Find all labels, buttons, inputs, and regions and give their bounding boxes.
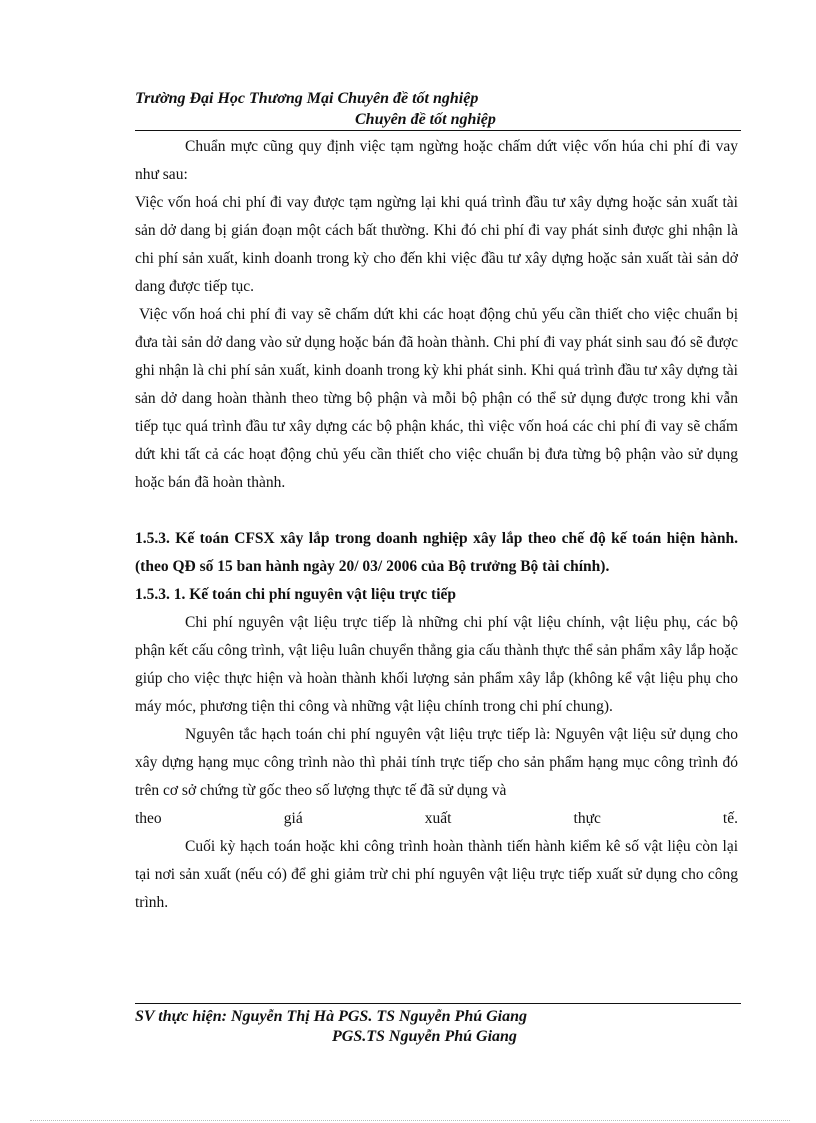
paragraph-6: Cuối kỳ hạch toán hoặc khi công trình hoàn thành tiến hành kiểm kê số vật liệu còn lại tại nơi sản xuất (nếu có) để ghi giảm trừ chi phí nguyên vật liệu trực tiếp xuất sử dụng cho công trình. <box>135 838 738 911</box>
document-body <box>135 133 738 917</box>
page-edge-dotted-line <box>30 1120 790 1121</box>
paragraph-2: Việc vốn hoá chi phí đi vay được tạm ngừng lại khi quá trình đầu tư xây dựng hoặc sản xuất tài sản dở dang bị gián đoạn một cách bất thường. Khi đó chi phí đi vay phát sinh được ghi nhận là chi phí sản xuất, kinh doanh trong kỳ cho đến khi việc đầu tư xây dựng hoặc sản xuất tài sản dở dang được tiếp tục. <box>135 194 738 295</box>
footer-line-2: PGS.TS Nguyễn Phú Giang <box>332 1028 517 1045</box>
footer-rule <box>135 1003 741 1004</box>
header-rule <box>135 130 741 131</box>
paragraph-5: Nguyên tắc hạch toán chi phí nguyên vật liệu trực tiếp là: Nguyên vật liệu sử dụng cho xây dựng hạng mục công trình nào thì phải tính trực tiếp cho sản phẩm hạng mục công trình đó trên cơ sở chứng từ gốc theo số lượng thực tế đã sử dụng và <box>135 726 738 799</box>
spacer <box>135 497 738 525</box>
header-line-1: Trường Đại Học Thương Mại Chuyên đề tốt nghiệp <box>135 90 479 107</box>
paragraph-1: Chuẩn mực cũng quy định việc tạm ngừng hoặc chấm dứt việc vốn húa chi phí đi vay như sau: <box>135 138 738 183</box>
header-line-2: Chuyên đề tốt nghiệp <box>355 111 496 128</box>
paragraph-5-last-line: theo giá xuất thực tế. <box>135 810 738 827</box>
paragraph-4: Chi phí nguyên vật liệu trực tiếp là những chi phí vật liệu chính, vật liệu phụ, các bộ phận kết cấu công trình, vật liệu luân chuyển thẳng gia cấu thành thực thể sản phẩm xây lắp hoặc giúp cho việc thực hiện và hoàn thành khối lượng sản phẩm xây lắp (không kể vật liệu phụ cho máy móc, phương tiện thi công và những vật liệu chính trong chi phí chung). <box>135 614 738 715</box>
subsection-heading: 1.5.3. 1. Kế toán chi phí nguyên vật liệu trực tiếp <box>135 586 457 603</box>
footer-line-1: SV thực hiện: Nguyễn Thị Hà PGS. TS Nguyễn Phú Giang <box>135 1008 528 1025</box>
section-heading: 1.5.3. Kế toán CFSX xây lắp trong doanh nghiệp xây lắp theo chế độ kế toán hiện hành. (theo QĐ số 15 ban hành ngày 20/ 03/ 2006 của Bộ trưởng Bộ tài chính). <box>135 530 738 575</box>
paragraph-3: Việc vốn hoá chi phí đi vay sẽ chấm dứt khi các hoạt động chủ yếu cần thiết cho việc chuẩn bị đưa tài sản dở dang vào sử dụng hoặc bán đã hoàn thành. Chi phí đi vay phát sinh sau đó sẽ được ghi nhận là chi phí sản xuất, kinh doanh trong kỳ khi phát sinh. Khi quá trình đầu tư xây dựng tài sản dở dang hoàn thành theo từng bộ phận và mỗi bộ phận có thể sử dụng được trong khi vẫn tiếp tục quá trình đầu tư xây dựng các bộ phận khác, thì việc vốn hoá các chi phí đi vay sẽ chấm dứt khi tất cả các hoạt động chủ yếu cần thiết cho việc chuẩn bị đưa từng bộ phận vào sử dụng hoặc bán đã hoàn thành. <box>135 306 738 491</box>
